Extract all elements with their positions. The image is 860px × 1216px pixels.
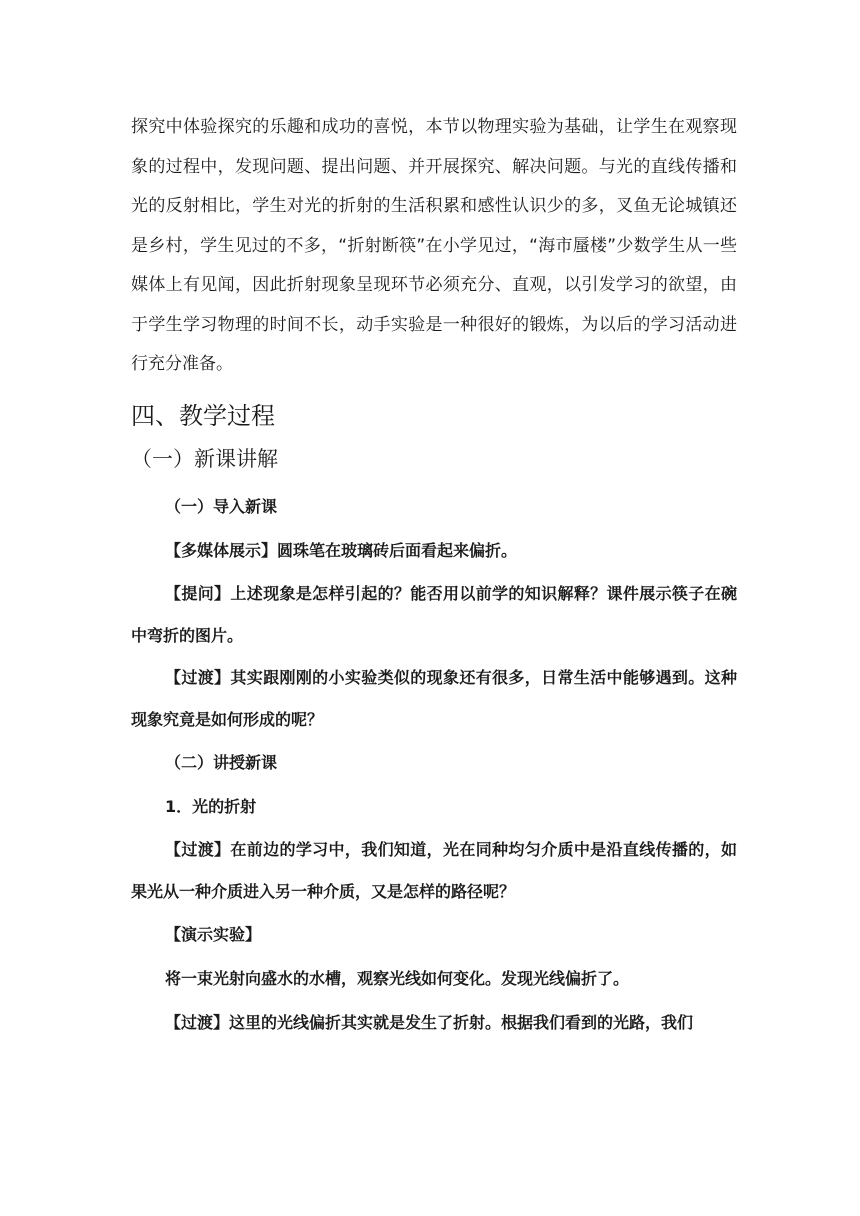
lecture-title: （二）讲授新课 (165, 752, 278, 772)
question-paragraph: 【提问】上述现象是怎样引起的？能否用以前学的知识解释？课件展示筷子在碗中弯折的图片。 (131, 583, 737, 645)
section-heading: 四、教学过程 (131, 401, 275, 430)
transition-paragraph-2: 【过渡】在前边的学习中，我们知道，光在同种均匀介质中是沿直线传播的，如果光从一种介质进入另一种介质，又是怎样的路径呢？ (131, 839, 737, 901)
transition-paragraph-1: 【过渡】其实跟刚刚的小实验类似的现象还有很多，日常生活中能够遇到。这种现象究竟是如何形成的呢？ (131, 667, 737, 729)
topic-heading: 1．光的折射 (165, 796, 257, 816)
multimedia-paragraph: 【多媒体展示】圆珠笔在玻璃砖后面看起来偏折。 (165, 540, 518, 560)
transition-paragraph-3: 【过渡】这里的光线偏折其实就是发生了折射。根据我们看到的光路，我们 (165, 1012, 694, 1032)
intro-title: （一）导入新课 (165, 496, 278, 516)
demo-title: 【演示实验】 (165, 924, 262, 944)
demo-paragraph: 将一束光射向盛水的水槽，观察光线如何变化。发现光线偏折了。 (165, 968, 630, 988)
intro-paragraph: 探究中体验探究的乐趣和成功的喜悦，本节以物理实验为基础，让学生在观察现象的过程中，发现问题、提出问题、并开展探究、解决问题。与光的直线传播和光的反射相比，学生对光的折射的生活积累和感性认识少的多，叉鱼无论城镇还是乡村，学生见过的不多，“折射断筷”在小学见过，“海市蜃楼”少数学生从一些媒体上有见闻，因此折射现象呈现环节必须充分、直观，以引发学习的欲望，由于学生学习物理的时间不长，动手实验是一种很好的锻炼，为以后的学习活动进行充分准备。 (131, 117, 737, 374)
document-body (131, 108, 737, 1045)
subsection-heading: （一）新课讲解 (131, 446, 278, 471)
